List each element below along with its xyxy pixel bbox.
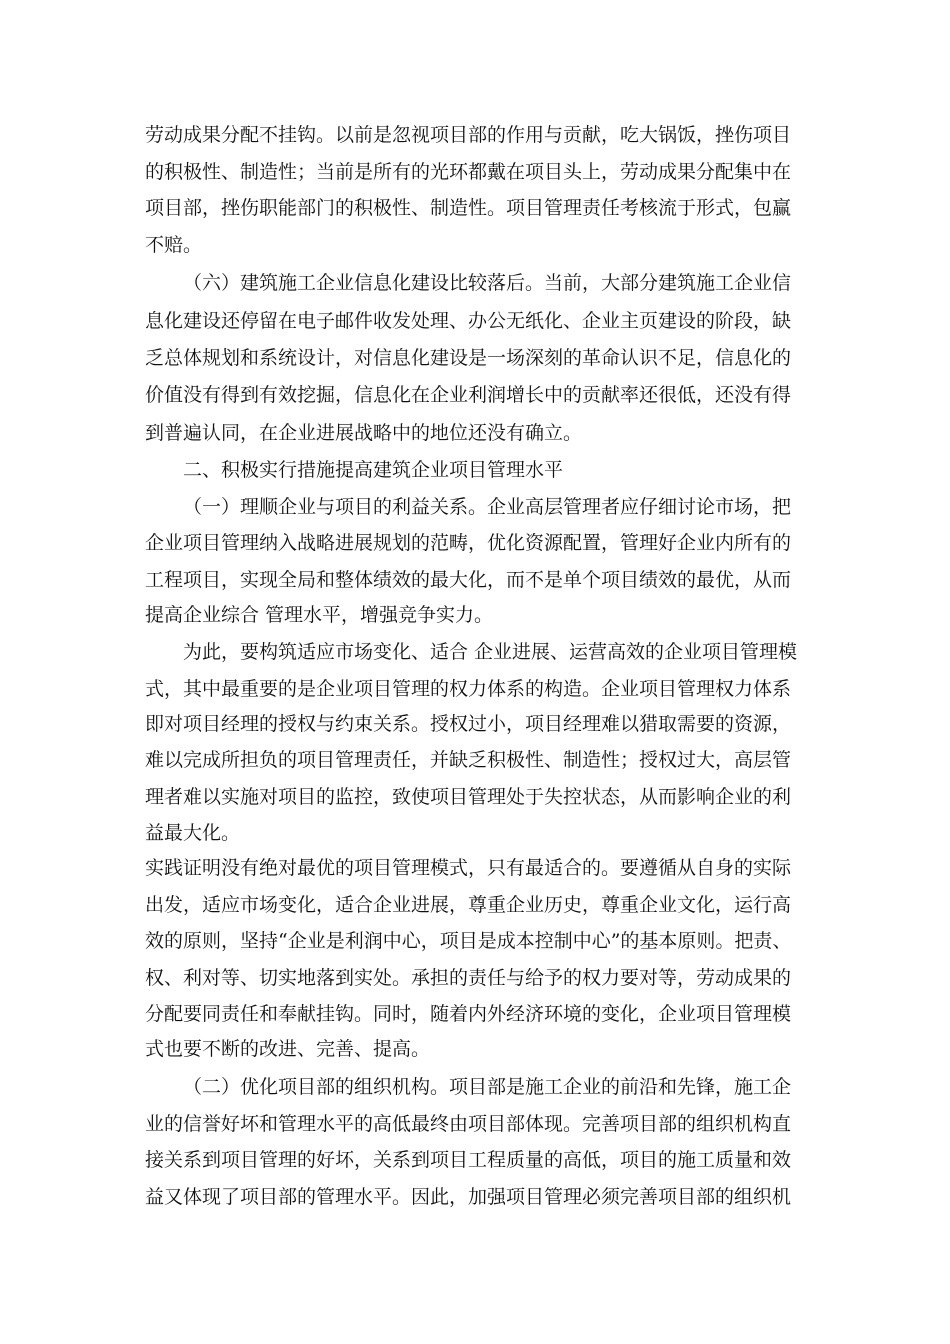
text-line: 工程项目，实现全局和整体绩效的最大化，而不是单个项目绩效的最优，从而 — [145, 569, 792, 591]
text-line: 式也要不断的改进、完善、提高。 — [145, 1038, 431, 1060]
text-line: 乏总体规划和系统设计，对信息化建设是一场深刻的革命认识不足，信息化的 — [145, 347, 792, 369]
text-line: 提高企业综合 管理水平，增强竞争实力。 — [145, 604, 494, 626]
text-line: 出发，适应市场变化，适合企业进展，尊重企业历史，尊重企业文化，运行高 — [145, 894, 792, 916]
text-line: 不赔。 — [145, 234, 203, 256]
text-line: 的积极性、制造性；当前是所有的光环都戴在项目头上，劳动成果分配集中在 — [145, 161, 792, 183]
text-line: 益又体现了项目部的管理水平。因此，加强项目管理必须完善项目部的组织机 — [145, 1186, 792, 1208]
text-line: 效的原则，坚持“企业是利润中心，项目是成本控制中心”的基本原则。把责、 — [145, 930, 792, 952]
paragraph-start-line: （一）理顺企业与项目的利益关系。企业高层管理者应仔细讨论市场，把 — [183, 496, 792, 518]
text-line: 权、利对等、切实地落到实处。承担的责任与给予的权力要对等，劳动成果的 — [145, 967, 792, 989]
text-line: 式，其中最重要的是企业项目管理的权力体系的构造。企业项目管理权力体系 — [145, 678, 792, 700]
text-line: 息化建设还停留在电子邮件收发处理、办公无纸化、企业主页建设的阶段，缺 — [145, 310, 792, 332]
text-line: 即对项目经理的授权与约束关系。授权过小，项目经理难以猎取需要的资源， — [145, 713, 792, 735]
text-line: 价值没有得到有效挖掘，信息化在企业利润增长中的贡献率还很低，还没有得 — [145, 384, 792, 406]
text-line: 益最大化。 — [145, 822, 241, 844]
text-line: 到普遍认同，在企业进展战略中的地位还没有确立。 — [145, 422, 583, 444]
text-line: 业的信誉好坏和管理水平的高低最终由项目部体现。完善项目部的组织机构直 — [145, 1113, 792, 1135]
text-line: 项目部，挫伤职能部门的积极性、制造性。项目管理责任考核流于形式，包赢 — [145, 197, 792, 219]
text-line: 分配要同责任和奉献挂钩。同时，随着内外经济环境的变化，企业项目管理模 — [145, 1003, 792, 1025]
text-line: 理者难以实施对项目的监控，致使项目管理处于失控状态，从而影响企业的利 — [145, 786, 792, 808]
paragraph-start-line: 为此，要构筑适应市场变化、适合 企业进展、运营高效的企业项目管理模 — [183, 641, 798, 663]
section-heading: 二、积极实行措施提高建筑企业项目管理水平 — [183, 459, 564, 481]
paragraph-start-line: （六）建筑施工企业信息化建设比较落后。当前，大部分建筑施工企业信 — [183, 272, 792, 294]
text-line: 劳动成果分配不挂钩。以前是忽视项目部的作用与贡献，吃大锅饭，挫伤项目 — [145, 124, 792, 146]
text-line: 难以完成所担负的项目管理责任，并缺乏积极性、制造性；授权过大，高层管 — [145, 749, 792, 771]
text-line: 实践证明没有绝对最优的项目管理模式，只有最适合的。要遵循从自身的实际 — [145, 857, 792, 879]
text-line: 企业项目管理纳入战略进展规划的范畴，优化资源配置，管理好企业内所有的 — [145, 532, 792, 554]
text-line: 接关系到项目管理的好坏，关系到项目工程质量的高低，项目的施工质量和效 — [145, 1149, 792, 1171]
paragraph-start-line: （二）优化项目部的组织机构。项目部是施工企业的前沿和先锋，施工企 — [183, 1076, 792, 1098]
